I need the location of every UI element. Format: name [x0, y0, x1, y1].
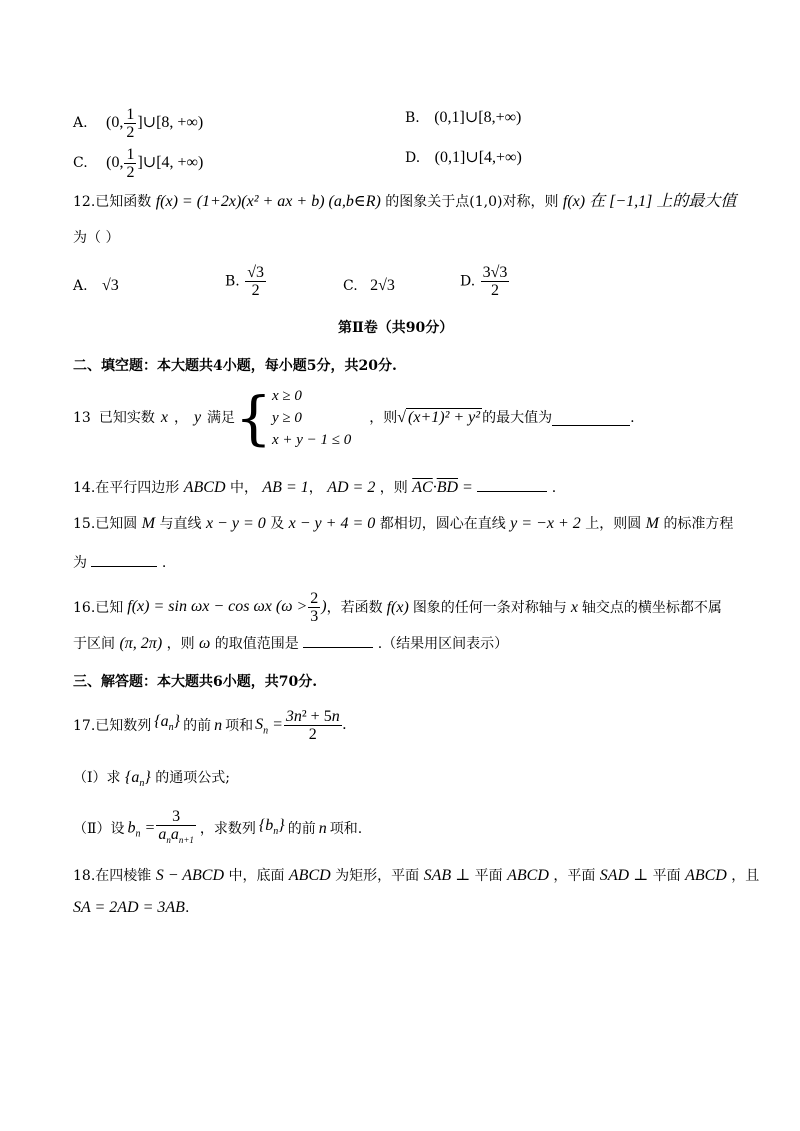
q12-option-a	[73, 276, 119, 296]
math-var: n	[214, 716, 223, 734]
stem-text: ，则	[166, 636, 195, 652]
math-expr: $\{a_n\}$	[154, 713, 181, 734]
q12-option-d	[460, 264, 510, 299]
q16	[73, 590, 722, 625]
stem-text: 12.已知函数	[73, 194, 152, 210]
option-expr: (0,1]∪[4,+∞)	[434, 149, 522, 166]
q11-option-d	[405, 148, 522, 168]
sqrt-expr: √ (x+1)² + y²	[397, 409, 481, 426]
stem-text: 及	[270, 516, 285, 532]
math-var: ω	[199, 635, 211, 652]
stem-text: 17.已知数列	[73, 717, 152, 734]
section-header: 二、填空题：本大题共4小题，每小题5分，共20分.	[73, 358, 397, 374]
stem-text: 与直线	[159, 516, 202, 532]
option-label: D.	[460, 273, 476, 290]
constraint: x ≥ 0	[271, 388, 302, 404]
math-expr: f(x)	[386, 598, 409, 616]
math-expr: f(x) = (1+2x)(x² + ax + b) (a,b∈R)	[155, 193, 381, 210]
stem-text: .	[161, 555, 167, 571]
q13: 13 已知实数 x ， y 满足 { x ≥ 0 y ≥ 0 x + y − 1 ≤ 0 ，则 √ (x+1)² + y² 的最大值为 .	[73, 384, 635, 452]
option-expr: $\frac{√3}{2}$	[247, 264, 264, 299]
brace-icon: {	[235, 384, 272, 452]
option-label: C.	[73, 155, 88, 172]
stem-text: 为	[73, 555, 87, 571]
stem-text: .（结果用区间表示）	[377, 636, 509, 652]
stem-text: 项和	[225, 717, 254, 734]
q15-line2	[73, 552, 166, 573]
q11-option-a	[73, 106, 203, 141]
option-label: A.	[73, 115, 88, 132]
option-expr: 2√3	[370, 277, 395, 294]
stem-text: 中，	[229, 480, 258, 496]
answer-blank[interactable]	[303, 633, 373, 648]
q12-stem	[73, 192, 736, 212]
stem-text: 平面	[652, 868, 681, 884]
stem-text: ，且	[731, 868, 760, 884]
stem-text: 16.已知	[73, 599, 124, 616]
q11-option-b	[405, 108, 521, 128]
answer-blank[interactable]	[552, 411, 630, 426]
q11-option-c	[73, 146, 203, 181]
math-expr: M	[645, 515, 659, 532]
q18-line2	[73, 898, 189, 918]
stem-text: ，求数列	[199, 820, 256, 837]
q16-line2	[73, 633, 508, 654]
option-expr: √3	[102, 277, 119, 294]
math-expr: x − y + 4 = 0	[288, 515, 376, 532]
math-expr: y = −x + 2	[510, 515, 581, 532]
vector-ac: $\overline{AC}$	[412, 479, 433, 496]
stem-text: 的标准方程	[663, 516, 734, 532]
math-expr: ABCD	[183, 479, 226, 496]
option-expr: (0,1]∪[8,+∞)	[434, 109, 522, 126]
stem-text: 18.在四棱锥	[73, 868, 152, 884]
constraint-system	[272, 385, 351, 451]
q17	[73, 708, 347, 743]
stem-text: ，平面	[553, 868, 596, 884]
stem-text: ，则	[369, 410, 398, 426]
math-expr: f(x) = sin ωx − cos ωx (ω > $\frac{2}{3}$ )	[127, 590, 327, 625]
option-label: B.	[405, 110, 420, 126]
math-expr: x − y = 0	[205, 515, 266, 532]
stem-text: 于区间	[73, 636, 115, 652]
part-title: 第Ⅱ卷（共90分）	[338, 320, 454, 336]
stem-text: 项和.	[329, 820, 363, 837]
math-expr: ABCD	[685, 867, 727, 884]
stem-text: 14.在平行四边形	[73, 480, 180, 496]
math-expr: $\{b_n\}$	[258, 816, 285, 837]
math-expr: AD = 2	[327, 479, 376, 496]
stem-text: .	[184, 900, 190, 916]
stem-text: 为矩形，平面	[335, 868, 420, 884]
math-expr: SA = 2AD = 3AB	[73, 899, 185, 916]
stem-text: 已知实数	[98, 410, 155, 426]
stem-text: .	[551, 480, 557, 496]
stem-text: 平面	[474, 868, 503, 884]
math-var: n	[318, 819, 327, 837]
option-expr: (0, $\frac{1}{2}$ ]∪[8, +∞)	[106, 106, 204, 141]
math-expr: ABCD	[288, 867, 331, 884]
math-expr: (π, 2π)	[119, 635, 163, 652]
q15	[73, 514, 733, 534]
stem-text: 轴交点的横坐标都不属	[581, 599, 722, 616]
q18	[73, 866, 759, 886]
math-expr: f(x) 在 [−1,1] 上的最大值	[562, 193, 737, 210]
option-label: B.	[225, 273, 240, 290]
q14: 14.在平行四边形 ABCD 中， AB = 1， AD = 2 ，则 $\overline{AC}\cdot\overline{BD}$ = .	[73, 479, 557, 496]
stem-text: （Ⅰ）求	[73, 770, 121, 786]
q12-option-c	[343, 276, 395, 296]
option-label: D.	[405, 150, 421, 166]
stem-text: ，若函数	[326, 599, 383, 616]
stem-text: 上，则圆	[585, 516, 642, 532]
q17-part1	[73, 768, 230, 794]
stem-text: 的前	[183, 717, 212, 734]
option-label: A.	[73, 278, 88, 294]
question-number: 13	[73, 410, 91, 426]
option-expr: $\frac{3√3}{2}$	[482, 264, 508, 299]
stem-text: 的取值范围是	[214, 636, 299, 652]
answer-blank[interactable]	[91, 552, 157, 567]
stem-text: .	[630, 410, 635, 426]
math-expr: M	[141, 515, 156, 532]
stem-text: （Ⅱ）设	[73, 820, 125, 837]
math-expr: $\{a_n\}$	[124, 769, 151, 790]
stem-text: 图象的任何一条对称轴与	[412, 599, 567, 616]
q12-stem-line2: 为（ ）	[73, 230, 120, 246]
math-expr: $b_n$ = $\frac{3}{a_na_{n+1}}$	[127, 808, 194, 846]
stem-text: 的通项公式;	[155, 770, 230, 786]
math-expr: $S_n$ = $\frac{\text{3n² + 5n}}{2}$ .	[255, 708, 347, 743]
stem-text: 的前	[287, 820, 316, 837]
q17-part2	[73, 808, 362, 849]
option-expr: (0, $\frac{1}{2}$ ]∪[4, +∞)	[106, 146, 204, 181]
option-label: C.	[343, 278, 358, 294]
stem-text: 的最大值为	[482, 410, 553, 426]
radicand: (x+1)² + y²	[408, 409, 481, 426]
math-expr: SAB ⊥	[423, 867, 471, 884]
math-expr: ABCD	[507, 867, 549, 884]
stem-text: 的图象关于点(1,0)对称，则	[385, 194, 559, 210]
stem-text: 中，底面	[228, 868, 285, 884]
section-header: 三、解答题：本大题共6小题，共70分.	[73, 674, 318, 690]
vector-bd: $\overline{BD}$	[436, 479, 459, 496]
constraint: x + y − 1 ≤ 0	[271, 432, 352, 448]
constraint: y ≥ 0	[271, 410, 302, 426]
math-expr: S − ABCD	[155, 867, 224, 884]
stem-text: 满足	[207, 410, 236, 426]
stem-text: 15.已知圆	[73, 516, 138, 532]
q12-option-b	[225, 264, 267, 299]
stem-text: 都相切，圆心在直线	[379, 516, 506, 532]
answer-blank[interactable]	[477, 477, 547, 492]
math-var: x	[570, 598, 578, 616]
stem-text: ，则	[379, 480, 408, 496]
math-expr: AB = 1	[262, 479, 309, 496]
math-var: y	[193, 409, 202, 426]
math-expr: SAD ⊥	[599, 867, 649, 884]
math-var: x	[160, 409, 168, 426]
